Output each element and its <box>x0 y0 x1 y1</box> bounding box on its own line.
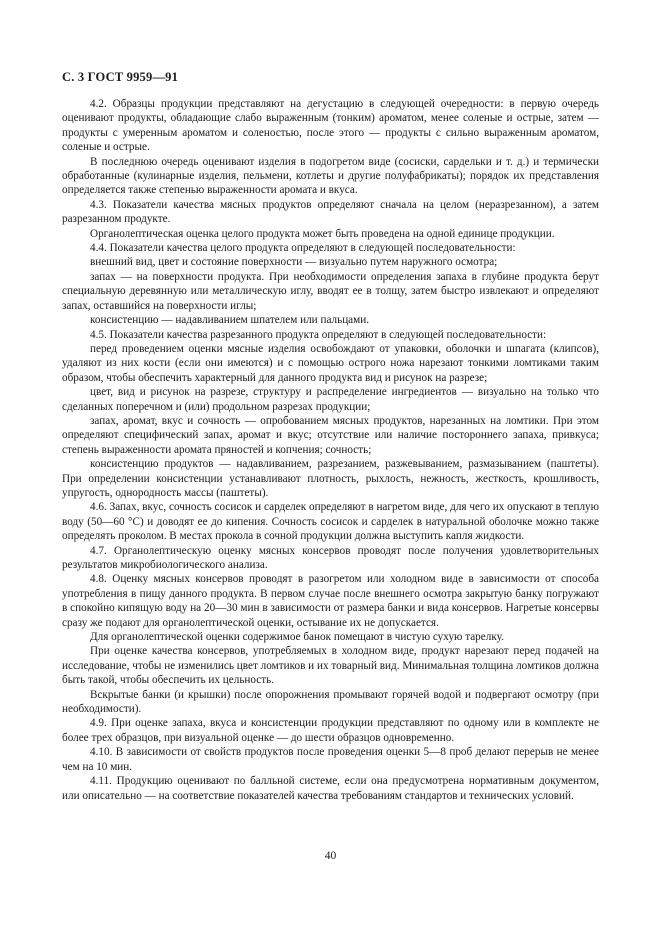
paragraph: цвет, вид и рисунок на разрезе, структуру и распределение ингредиентов — визуально на только что сделанных поперечном и (или) продольном разрезах продукции; <box>62 386 599 413</box>
paragraph: Органолептическая оценка целого продукта может быть проведена на одной единице продукции. <box>90 227 555 240</box>
paragraph: перед проведением оценки мясные изделия освобождают от упаковки, оболочки и шпагата (клипсов), удаляют из них кости (если они имеются) и с помощью острого ножа нарезают тонкими ломтиками таким образом, чтобы обеспечить характерный для данного продукта вид и рисунок на разрезе; <box>62 342 599 384</box>
paragraph: При оценке качества консервов, употребляемых в холодном виде, продукт нарезают перед подачей на исследование, чтобы не изменились цвет ломтиков и их товарный вид. Минимальная толщина ломтиков должна быть такой, чтобы обеспечить их цельность. <box>62 645 599 687</box>
paragraph: внешний вид, цвет и состояние поверхности — визуально путем наружного осмотра; <box>90 256 498 269</box>
paragraph-4-11: 4.11. Продукцию оценивают по балльной системе, если она предусмотрена нормативным документом, или описательно — на соответствие показателей качества требованиям стандартов и технических условий. <box>62 775 599 802</box>
paragraph: консистенцию — надавливанием шпателем или пальцами. <box>90 314 370 327</box>
paragraph: Вскрытые банки (и крышки) после опорожнения промывают горячей водой и подвергают осмотру (при необходимости). <box>62 688 599 716</box>
paragraph-4-8: 4.8. Оценку мясных консервов проводят в разогретом или холодном виде в зависимости от способа употребления в пищу данного продукта. В первом случае после внешнего осмотра закрытую банку погружают в спокойно кипящую воду на 20—30 мин в зависимости от размера банки и вида консервов. Нагретые консервы сразу же подают для органолептической оценки, остывание их не допускается. <box>62 573 599 629</box>
paragraph-4-2: 4.2. Образцы продукции представляют на дегустацию в следующей очередности: в первую очередь оценивают продукты, обладающие слабо выраженным (тонким) ароматом, менее соленые и острые, затем — продукты с умеренным ароматом и соленостью, после этого — продукты с сильно выраженным ароматом, соленые и острые. <box>62 98 599 154</box>
paragraph-4-4: 4.4. Показатели качества целого продукта определяют в следующей последовательности: <box>90 242 516 255</box>
paragraph-4-9: 4.9. При оценке запаха, вкуса и консистенции продукции представляют по одному или в комплекте не более трех образцов, при визуальной оценке — до шести образцов одновременно. <box>62 717 599 744</box>
paragraph-4-5: 4.5. Показатели качества разрезанного продукта определяют в следующей последовательности: <box>90 328 547 341</box>
paragraph: запах — на поверхности продукта. При необходимости определения запаха в глубине продукта берут специальную деревянную или металлическую иглу, вводят ее в толщу, затем быстро извлекают и определяют запах, оставшийся на поверхности иглы; <box>62 270 599 312</box>
page-number: 40 <box>324 850 337 862</box>
paragraph-4-6: 4.6. Запах, вкус, сочность сосисок и сарделек определяют в нагретом виде, для чего их опускают в теплую воду (50—60 °С) и доводят ее до кипения. Сочность сосисок и сарделек в натуральной оболочке можно также определять проколом. В местах прокола в сочной продукции должна выступить капля жидкости. <box>62 501 599 543</box>
paragraph-4-7: 4.7. Органолептическую оценку мясных консервов проводят после получения удовлетворительных результатов микробиологического анализа. <box>62 544 599 571</box>
paragraph-4-10: 4.10. В зависимости от свойств продуктов после проведения оценки 5—8 проб делают перерыв не менее чем на 10 мин. <box>62 746 599 773</box>
paragraph: консистенцию продуктов — надавливанием, разрезанием, разжевыванием, размазыванием (паштеты). При определении консистенции устанавливают плотность, рыхлость, нежность, жесткость, крошливость, упругость, однородность массы (паштеты). <box>62 458 599 499</box>
paragraph: Для органолептической оценки содержимое банок помещают в чистую сухую тарелку. <box>90 631 504 644</box>
document-header: С. 3 ГОСТ 9959—91 <box>62 70 179 84</box>
paragraph: запах, аромат, вкус и сочность — опробованием мясных продуктов, нарезанных на ломтики. При этом определяют специфический запах, аромат и вкус; отсутствие или наличие постороннего запаха, привкуса; степень выраженности аромата пряностей и копчения; сочность; <box>62 414 599 456</box>
paragraph-4-3: 4.3. Показатели качества мясных продуктов определяют сначала на целом (неразрезанном), а затем разрезанном продукте. <box>62 198 599 226</box>
paragraph: В последнюю очередь оценивают изделия в подогретом виде (сосиски, сардельки и т. д.) и термически обработанные (кулинарные изделия, пельмени, котлеты и другие полуфабрикаты); порядок их представления определяется также степенью выраженности аромата и вкуса. <box>62 155 599 197</box>
document-body <box>62 97 599 803</box>
